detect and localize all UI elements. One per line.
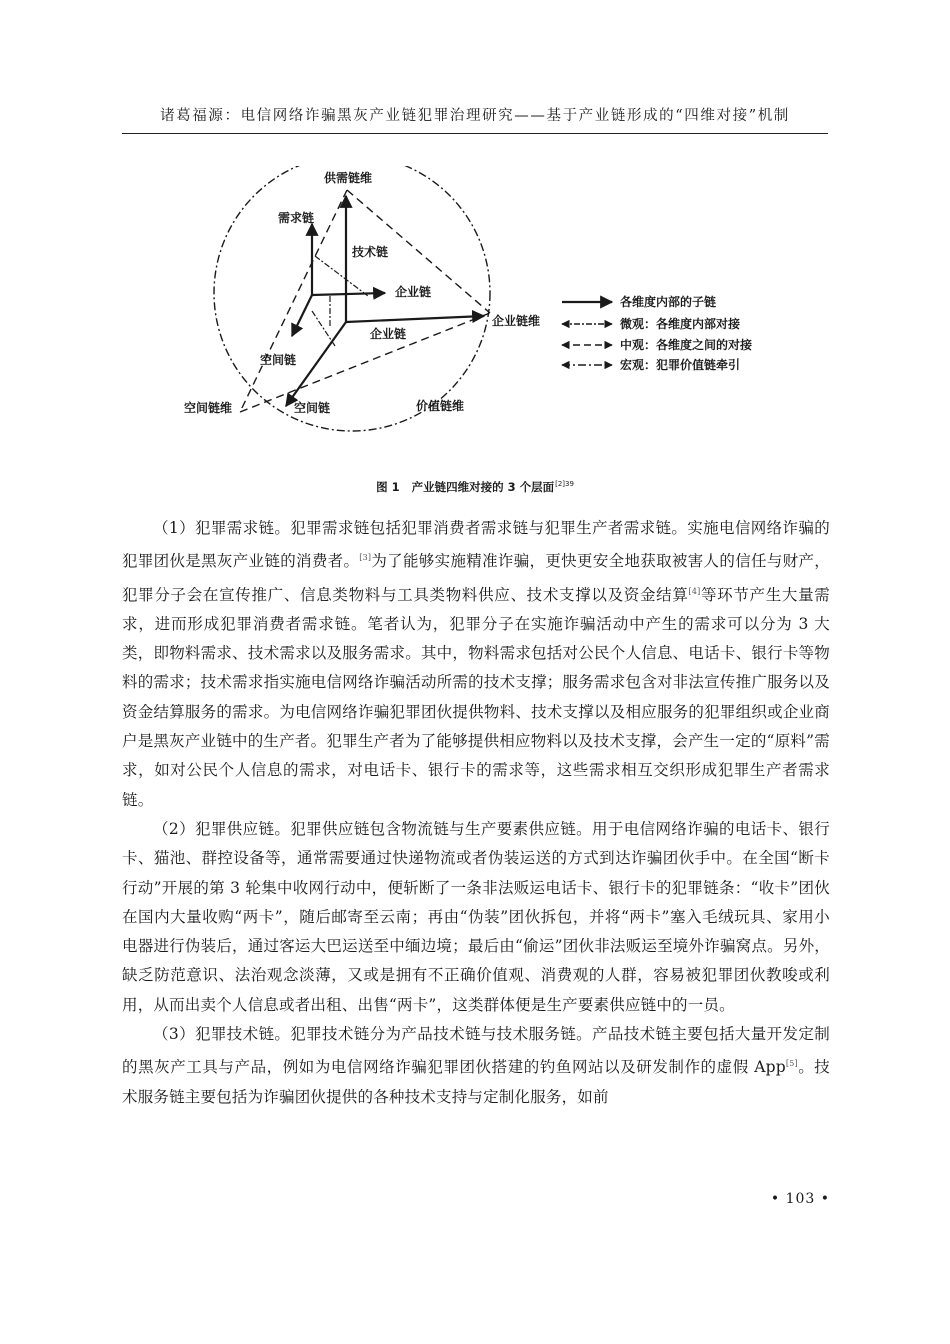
paragraph-text: （3）犯罪技术链。犯罪技术链分为产品技术链与技术服务链。产品技术链主要包括大量开发定制的黑灰产工具与产品，例如为电信网络诈骗犯罪团伙搭建的钓鱼网站以及研发制作的虚假 App <box>122 1025 830 1077</box>
paragraph-text: 等环节产生大量需求，进而形成犯罪消费者需求链。笔者认为，犯罪分子在实施诈骗活动中产生的需求可以分为 3 大类，即物料需求、技术需求以及服务需求。其中，物料需求包括对公民个人信息、电话卡、银行卡等物料的需求；技术需求指实施电信网络诈骗活动所需的技术支撑；服务需求包含对非法宣传推广服务以及资金结算服务的需求。为电信网络诈骗犯罪团伙提供物料、技术支撑以及相应服务的犯罪组织或企业商户是黑灰产业链中的生产者。犯罪生产者为了能够提供相应物料以及技术支撑，会产生一定的“原料”需求，如对公民个人信息的需求，对电话卡、银行卡的需求等，这些需求相互交织形成犯罪生产者需求链。 <box>122 585 830 809</box>
paragraph-crime-tech-chain <box>122 1020 830 1112</box>
figure-caption <box>122 479 828 495</box>
arrow-space-chain-upper <box>292 295 312 336</box>
caption-text: 产业链四维对接的 3 个层面 <box>411 480 555 494</box>
page-number: • 103 • <box>770 1191 830 1207</box>
caption-reference: [2]39 <box>555 480 574 488</box>
paragraph-text: （1）犯罪需求链。犯罪需求链包括犯罪消费者需求链与犯罪生产者需求链。实施电信网络诈骗的犯罪团伙是黑灰产业链的消费者。 <box>122 519 830 571</box>
micro-link-1 <box>315 256 368 296</box>
citation-ref: [5] <box>785 1059 798 1069</box>
citation-ref: [4] <box>688 586 701 596</box>
citation-ref: [3] <box>359 553 372 563</box>
legend-label-micro: 微观：各维度内部对接 <box>620 317 741 331</box>
label-space-chain-lower: 空间链 <box>294 401 331 415</box>
legend-label-meso: 中观：各维度之间的对接 <box>620 338 753 352</box>
running-header: 诸葛福源：电信网络诈骗黑灰产业链犯罪治理研究——基于产业链形成的“四维对接”机制 <box>160 108 790 124</box>
label-space-dimension: 空间链维 <box>184 401 233 415</box>
paragraph-crime-supply-chain: （2）犯罪供应链。犯罪供应链包含物流链与生产要素供应链。用于电信网络诈骗的电话卡、银行卡、猫池、群控设备等，通常需要通过快递物流或者伪装运送的方式到达诈骗团伙手中。在全国“断卡行动”开展的第 3 轮集中收网行动中，便斩断了一条非法贩运电话卡、银行卡的犯罪链条：“收卡”团伙在国内大量收购“两卡”，随后邮寄至云南；再由“伪装”团伙拆包，并将“两卡”塞入毛绒玩具、家用小电器进行伪装后，通过客运大巴运送至中缅边境；最后由“偷运”团伙非法贩运至境外诈骗窝点。另外，缺乏防范意识、法治观念淡薄，又或是拥有不正确价值观、消费观的人群，容易被犯罪团伙教唆或利用，从而出卖个人信息或者出租、出售“两卡”，这类群体便是生产要素供应链中的一员。 <box>122 819 830 1014</box>
figure-1-diagram <box>150 166 800 442</box>
arrow-enterprise-chain-lower <box>346 316 484 322</box>
four-dimension-diagram <box>150 166 800 442</box>
header-divider <box>122 133 828 134</box>
figure-legend <box>562 294 752 372</box>
legend-label-macro: 宏观：犯罪价值链牵引 <box>620 358 741 372</box>
label-enterprise-chain-upper: 企业链 <box>395 285 432 299</box>
arrow-enterprise-chain-upper <box>312 293 385 295</box>
paragraph-text: 。技术服务链主要包括为诈骗团伙提供的各种技术支持与定制化服务，如前 <box>122 1058 830 1106</box>
body-text <box>122 514 830 1112</box>
label-supply-demand-dimension: 供需链维 <box>324 171 373 185</box>
paragraph-text: 为了能够实施精准诈骗，更快更安全地获取被害人的信任与财产，犯罪分子会在宣传推广、信息类物料与工具类物料供应、技术支撑以及资金结算 <box>122 552 830 604</box>
paragraph-crime-demand-chain <box>122 514 830 815</box>
label-space-chain-upper: 空间链 <box>260 353 297 367</box>
caption-number: 图 1 <box>376 480 400 494</box>
label-enterprise-chain-lower: 企业链 <box>370 327 407 341</box>
value-chain-circle <box>214 166 490 431</box>
label-value-dimension: 价值链维 <box>416 399 465 413</box>
label-enterprise-dimension: 企业链维 <box>492 314 541 328</box>
label-demand-chain: 需求链 <box>278 211 315 225</box>
label-tech-chain: 技术链 <box>352 245 389 259</box>
legend-label-subchain: 各维度内部的子链 <box>620 295 717 309</box>
